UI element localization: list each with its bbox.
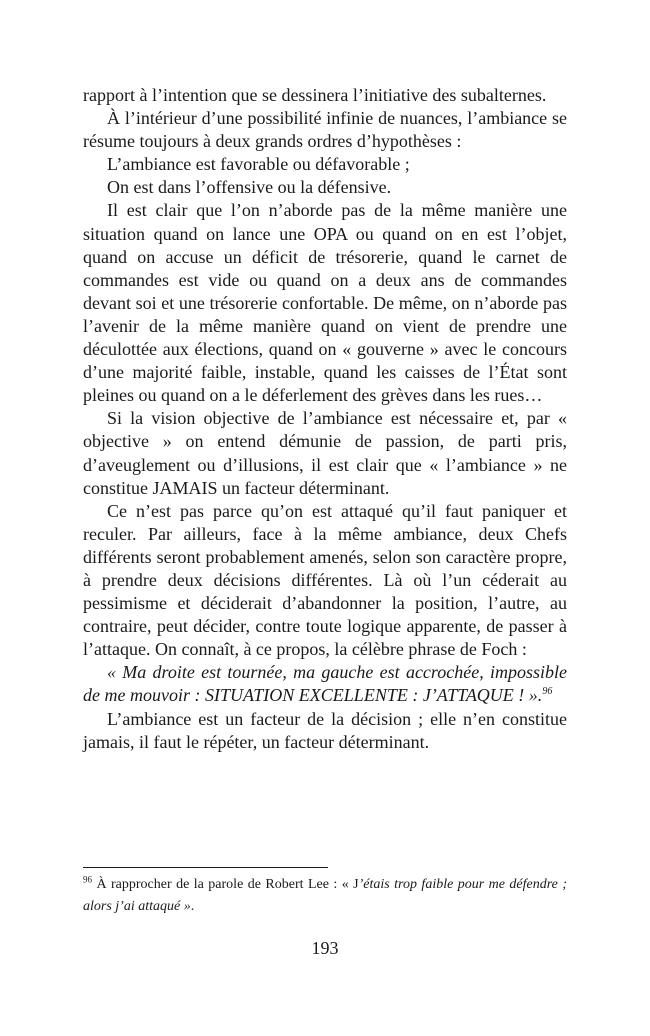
- page-number: 193: [311, 938, 339, 958]
- paragraph: L’ambiance est favorable ou défavorable ;: [107, 154, 410, 175]
- footnote-italic-text: ’étais trop faible pour me défendre ; alors j’ai attaqué »: [83, 877, 567, 914]
- paragraph: À l’intérieur d’une possibilité infinie de nuances, l’ambiance se résume toujours à deux grands ordres d’hypothèses :: [83, 108, 567, 152]
- footnote-divider: [83, 867, 328, 868]
- footnote: [83, 874, 567, 918]
- paragraph: Ce n’est pas parce qu’on est attaqué qu’il faut paniquer et reculer. Par ailleurs, face à la même ambiance, deux Chefs différents seront probablement amenés, selon son caractère propre, à prendre deux décisions différentes. Là où l’un céderait au pessimisme et déciderait d’abandonner la position, l’autre, au contraire, peut décider, contre toute logique apparente, de passer à l’attaque. On connaît, à ce propos, la célèbre phrase de Foch :: [83, 500, 567, 660]
- footnote-number: 96: [83, 874, 92, 885]
- page-body: [83, 84, 567, 754]
- paragraph: L’ambiance est un facteur de la décision ; elle n’en constitue jamais, il faut le répéter, un facteur déterminant.: [83, 708, 567, 752]
- paragraph: rapport à l’intention que se dessinera l’initiative des subalternes.: [83, 85, 547, 105]
- foch-quote: [83, 661, 567, 707]
- paragraph: Si la vision objective de l’ambiance est nécessaire et, par « objective » on entend démunie de passion, de parti pris, d’aveuglement ou d’illusions, il est clair que « l’ambiance » ne constitue JAMAIS un facteur déterminant.: [83, 408, 567, 498]
- footnote-end: .: [190, 899, 195, 914]
- quote-text: « Ma droite est tournée, ma gauche est accrochée, impossible de me mouvoir : SITUATION EXCELLENTE : J’ATTAQUE ! ».: [83, 662, 567, 706]
- footnote-text: À rapprocher de la parole de Robert Lee : « J: [96, 877, 359, 892]
- footnote-reference[interactable]: 96: [542, 686, 553, 698]
- paragraph: Il est clair que l’on n’aborde pas de la même manière une situation quand on lance une OPA ou quand on en est l’objet, quand on accuse un déficit de trésorerie, quand le carnet de commandes est vide ou quand on a deux ans de commandes devant soi et une trésorerie confortable. De même, on n’aborde pas l’avenir de la même manière quand on vient de prendre une déculottée aux élections, quand on « gouverne » avec le concours d’une majorité faible, instable, quand les caisses de l’État sont pleines ou quand on a le déferlement des grèves dans les rues…: [83, 200, 567, 406]
- paragraph: On est dans l’offensive ou la défensive.: [107, 177, 392, 198]
